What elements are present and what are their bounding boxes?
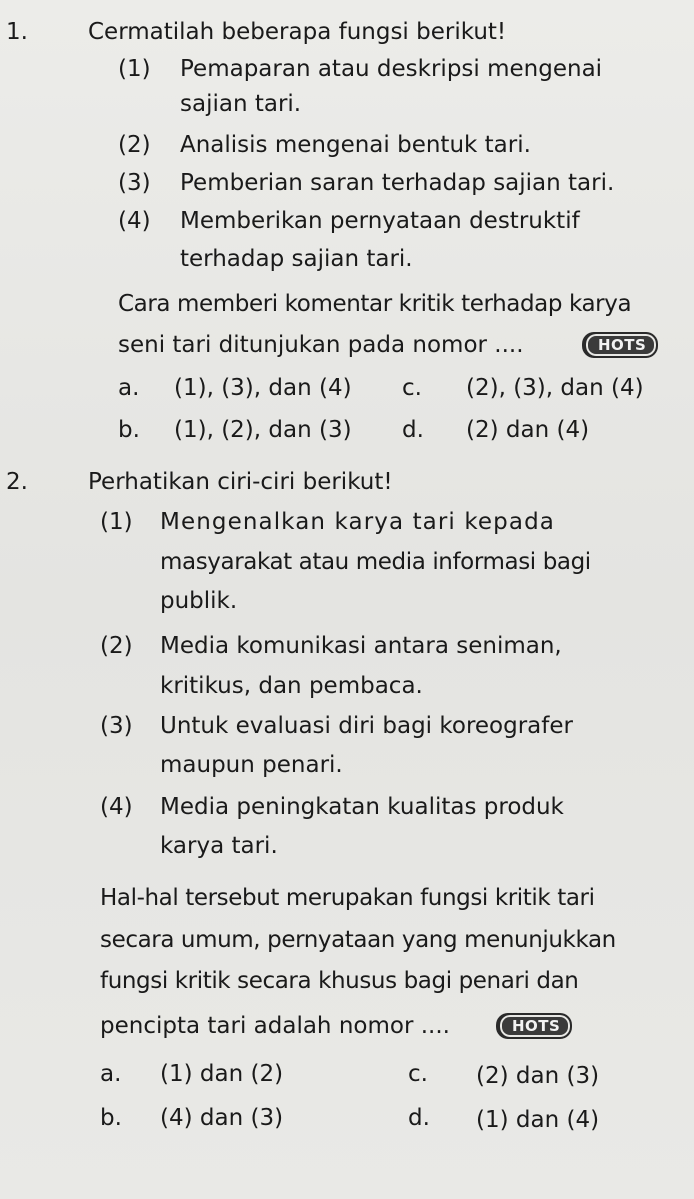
q2-question-line-3: fungsi kritik secara khusus bagi penari dan bbox=[100, 968, 579, 994]
q2-item-4-line-2: karya tari. bbox=[160, 833, 278, 859]
question-1-stem: Cermatilah beberapa fungsi berikut! bbox=[88, 19, 507, 45]
q2-item-2-line-2: kritikus, dan pembaca. bbox=[160, 673, 423, 699]
q1-item-3-number: (3) bbox=[118, 170, 151, 196]
q2-item-1-number: (1) bbox=[100, 509, 133, 535]
q1-item-4-line-1: Memberikan pernyataan destruktif bbox=[180, 208, 580, 234]
q2-item-2-number: (2) bbox=[100, 633, 133, 659]
q1-item-4-line-2: terhadap sajian tari. bbox=[180, 246, 413, 272]
q1-option-b-text: (1), (2), dan (3) bbox=[174, 417, 352, 443]
q1-item-1-line-1: Pemaparan atau deskripsi mengenai bbox=[180, 56, 603, 82]
q2-item-1-line-2: masyarakat atau media informasi bagi bbox=[160, 549, 591, 575]
q2-question-line-2: secara umum, pernyataan yang menunjukkan bbox=[100, 927, 616, 953]
q2-item-1-line-3: publik. bbox=[160, 588, 238, 614]
q2-item-4-number: (4) bbox=[100, 794, 133, 820]
q1-option-d-letter: d. bbox=[402, 417, 424, 443]
q2-option-a-letter: a. bbox=[100, 1061, 122, 1087]
q2-item-4-line-1: Media peningkatan kualitas produk bbox=[160, 794, 564, 820]
q1-item-3-line-1: Pemberian saran terhadap sajian tari. bbox=[180, 170, 615, 196]
q1-option-a-letter: a. bbox=[118, 375, 140, 401]
q2-option-a-text: (1) dan (2) bbox=[160, 1061, 284, 1087]
q1-item-1-number: (1) bbox=[118, 56, 151, 82]
q2-question-line-1: Hal-hal tersebut merupakan fungsi kritik tari bbox=[100, 885, 595, 911]
q1-item-2-number: (2) bbox=[118, 132, 151, 158]
q2-question-line-4: pencipta tari adalah nomor .... bbox=[100, 1013, 450, 1039]
q1-option-b-letter: b. bbox=[118, 417, 140, 443]
q1-question-line-1: Cara memberi komentar kritik terhadap karya bbox=[118, 291, 632, 317]
hots-badge: HOTS bbox=[584, 332, 658, 358]
q2-item-3-line-2: maupun penari. bbox=[160, 752, 343, 778]
q2-option-b-text: (4) dan (3) bbox=[160, 1105, 284, 1131]
q2-item-3-number: (3) bbox=[100, 713, 133, 739]
hots-badge: HOTS bbox=[498, 1013, 572, 1039]
q1-option-d-text: (2) dan (4) bbox=[466, 417, 590, 443]
q1-option-a-text: (1), (3), dan (4) bbox=[174, 375, 352, 401]
q2-option-c-letter: c. bbox=[408, 1061, 428, 1087]
question-1-number: 1. bbox=[6, 19, 28, 45]
q1-item-2-line-1: Analisis mengenai bentuk tari. bbox=[180, 132, 531, 158]
q2-option-b-letter: b. bbox=[100, 1105, 122, 1131]
q1-option-c-letter: c. bbox=[402, 375, 422, 401]
question-2-number: 2. bbox=[6, 469, 28, 495]
q1-item-4-number: (4) bbox=[118, 208, 151, 234]
q1-option-c-text: (2), (3), dan (4) bbox=[466, 375, 644, 401]
q1-question-line-2: seni tari ditunjukan pada nomor .... bbox=[118, 332, 524, 358]
q2-option-c-text: (2) dan (3) bbox=[476, 1063, 600, 1089]
q2-item-2-line-1: Media komunikasi antara seniman, bbox=[160, 633, 562, 659]
question-2-stem: Perhatikan ciri-ciri berikut! bbox=[88, 469, 393, 495]
q2-option-d-text: (1) dan (4) bbox=[476, 1107, 600, 1133]
q2-item-1-line-1: Mengenalkan karya tari kepada bbox=[160, 509, 555, 535]
q1-item-1-line-2: sajian tari. bbox=[180, 91, 302, 117]
q2-item-3-line-1: Untuk evaluasi diri bagi koreografer bbox=[160, 713, 573, 739]
q2-option-d-letter: d. bbox=[408, 1105, 430, 1131]
